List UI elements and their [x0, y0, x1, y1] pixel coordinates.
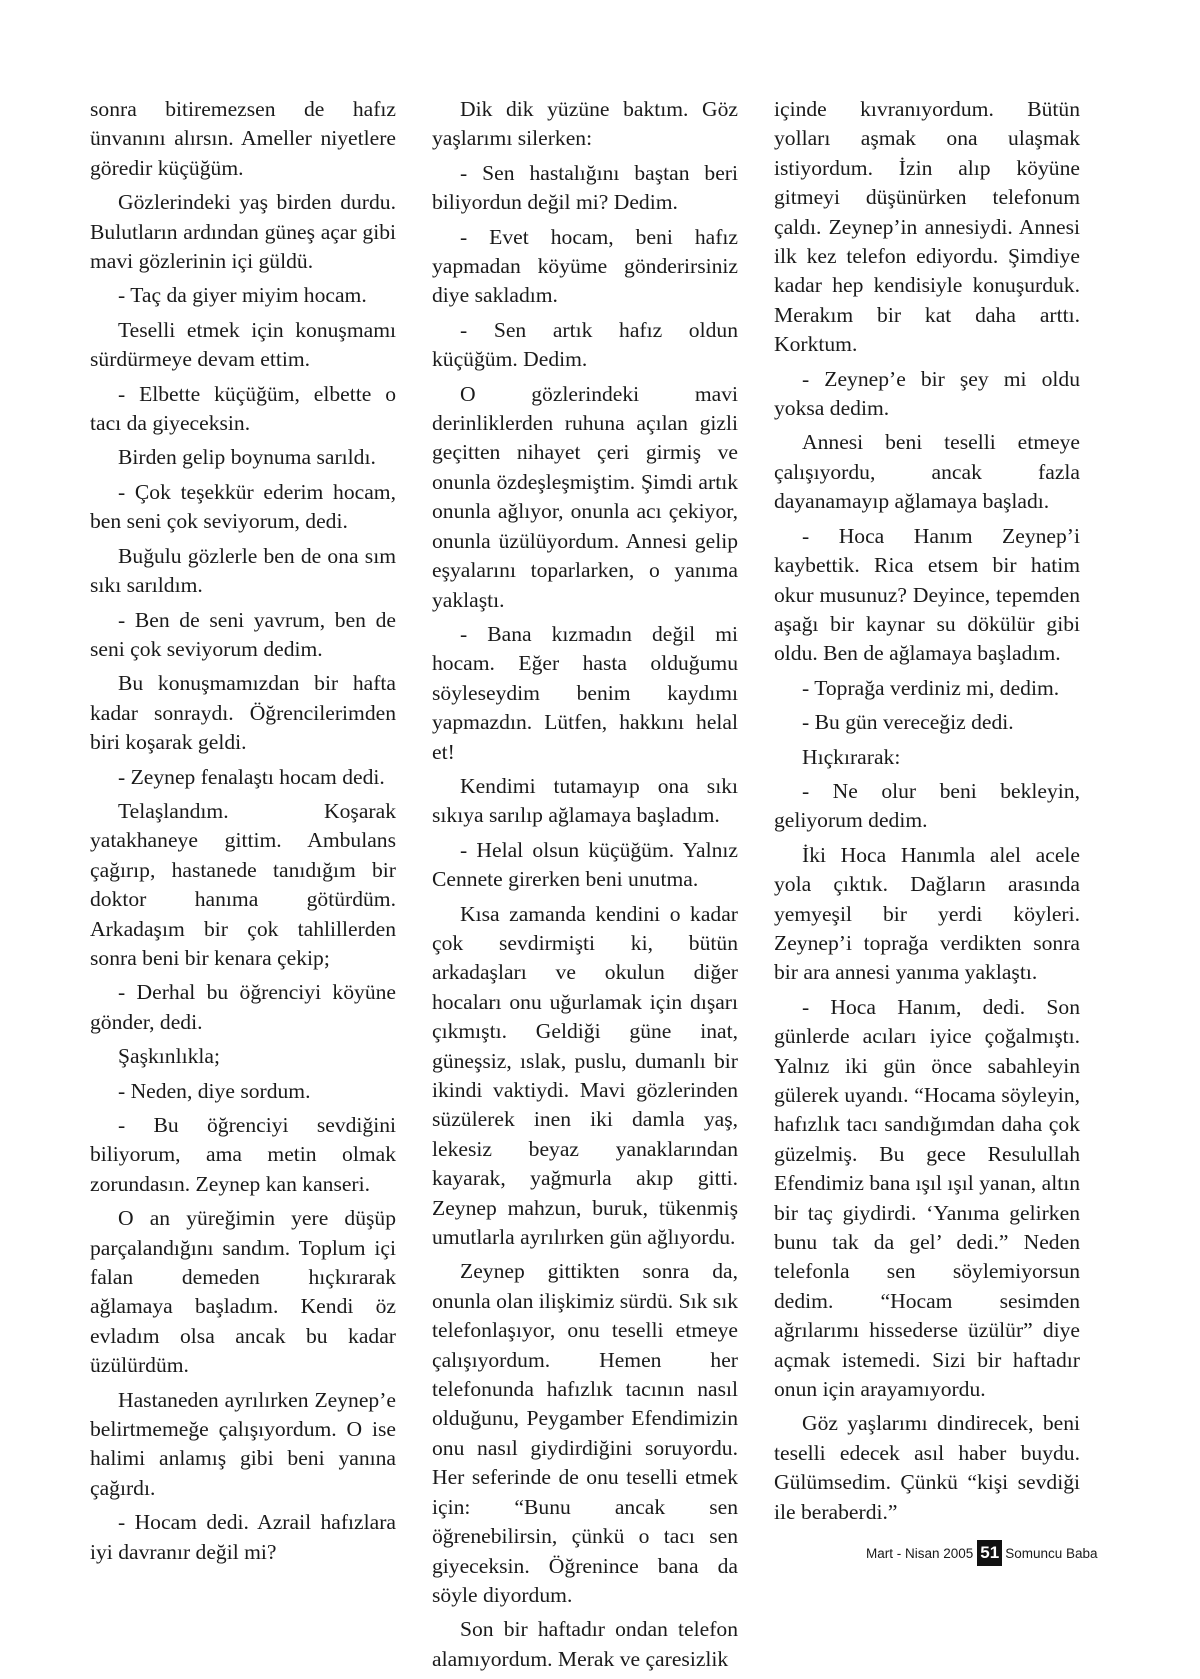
magazine-name: Somuncu Baba — [1005, 1545, 1098, 1561]
paragraph: - Zeynep’e bir şey mi oldu yoksa dedim. — [774, 366, 1080, 421]
paragraph: - Hoca Hanım, dedi. Son günlerde acıları iyice çoğalmıştı. Yalnız iki gün önce sabahleyin gülerek uyandı. “Hocama söyleyin, hafızlık tacı sandığımdan daha çok güzelmiş. Bu gece Resulullah Efendimiz bana ışıl ışıl yanan, altın bir taç giydirdi. ‘Yanıma gelirken bunu tak da gel’ dedi.” Neden telefonla sen söylemiyorsun dedim. “Hocam sesimden ağrılarımı hissederse üzülür” diye açmak istemedi. Sizi bir haftadır onun için arayamıyordu. — [774, 994, 1080, 1402]
paragraph: Son bir haftadır ondan telefon alamıyordum. Merak ve çaresizlik — [432, 1617, 738, 1671]
paragraph: - Sen artık hafız oldun küçüğüm. Dedim. — [432, 317, 738, 372]
paragraph: Dik dik yüzüne baktım. Göz yaşlarımı silerken: — [432, 97, 738, 151]
paragraph: Annesi beni teselli etmeye çalışıyordu, ancak fazla dayanamayıp ağlamaya başladı. — [774, 430, 1080, 514]
paragraph: - Bana kızmadın değil mi hocam. Eğer hasta olduğumu söyleseydim benim kaydımı yapmazdın. Lütfen, hakkını helal et! — [432, 621, 738, 764]
paragraph: içinde kıvranıyordum. Bütün yolları aşmak ona ulaşmak istiyordum. İzin alıp köyüne gitmeyi düşünürken telefonum çaldı. Zeynep’in annesiydi. Annesi ilk kez telefon ediyordu. Şimdiye kadar hep kendisiyle konuşurduk. Merakım bir kat daha arttı. Korktum. — [774, 97, 1080, 357]
paragraph: - Neden, diye sordum. — [118, 1078, 311, 1103]
paragraph: - Hoca Hanım Zeynep’i kaybettik. Rica etsem bir hatim okur musunuz? Deyince, tepemden aşağı bir kaynar su dökülür gibi oldu. Ben de ağlamaya başladım. — [774, 523, 1080, 666]
paragraph: - Elbette küçüğüm, elbette o tacı da giyeceksin. — [90, 381, 396, 436]
paragraph: O an yüreğimin yere düşüp parçalandığını sandım. Toplum içi falan demeden hıçkırarak ağlamaya başladım. Kendi öz evladım olsa ancak bu kadar üzülürdüm. — [90, 1206, 396, 1378]
paragraph: - Zeynep fenalaştı hocam dedi. — [118, 764, 385, 789]
paragraph: İki Hoca Hanımla alel acele yola çıktık. Dağların arasında yemyeşil bir yerdi köyleri. Zeynep’i toprağa verdikten sonra bir ara annesi yanıma yaklaştı. — [774, 842, 1080, 985]
paragraph: - Bu öğrenciyi sevdiğini biliyorum, ama metin olmak zorundasın. Zeynep kan kanseri. — [90, 1113, 396, 1196]
paragraph: Teselli etmek için konuşmamı sürdürmeye devam ettim. — [90, 317, 396, 372]
page-footer — [866, 1540, 1098, 1566]
paragraph: Bu konuşmamızdan bir hafta kadar sonraydı. Öğrencilerimden biri koşarak geldi. — [90, 671, 396, 755]
paragraph: - Çok teşekkür ederim hocam, ben seni çok seviyorum, dedi. — [90, 479, 396, 534]
paragraph: Şaşkınlıkla; — [118, 1044, 220, 1069]
paragraph: - Derhal bu öğrenciyi köyüne gönder, dedi. — [90, 980, 396, 1034]
paragraph: - Taç da giyer miyim hocam. — [118, 283, 367, 308]
paragraph: - Ben de seni yavrum, ben de seni çok seviyorum dedim. — [90, 607, 396, 661]
paragraph: Gözlerindeki yaş birden durdu. Bulutların ardından güneş açar gibi mavi gözlerinin içi güldü. — [90, 190, 396, 274]
issue-date: Mart - Nisan 2005 — [866, 1545, 974, 1561]
paragraph: Hıçkırarak: — [802, 744, 901, 769]
text-column-1 — [90, 95, 396, 1572]
paragraph: - Toprağa verdiniz mi, dedim. — [802, 675, 1060, 700]
page-number: 51 — [977, 1540, 1002, 1566]
text-column-2 — [432, 95, 738, 1679]
paragraph: - Ne olur beni bekleyin, geliyorum dedim. — [774, 778, 1080, 833]
text-column-3 — [774, 95, 1080, 1532]
paragraph: sonra bitiremezsen de hafız ünvanını alırsın. Ameller niyetlere göredir küçüğüm. — [90, 97, 396, 180]
paragraph: Kendimi tutamayıp ona sıkı sıkıya sarılıp ağlamaya başladım. — [432, 773, 738, 828]
paragraph: Hastaneden ayrılırken Zeynep’e belirtmemeğe çalışıyordum. O ise halimi anlamış gibi beni yanına çağırdı. — [90, 1387, 396, 1500]
paragraph: Birden gelip boynuma sarıldı. — [118, 445, 376, 470]
paragraph: Göz yaşlarımı dindirecek, beni teselli edecek asıl haber buydu. Gülümsedim. Çünkü “kişi sevdiği ile beraberdi.” — [774, 1411, 1080, 1524]
paragraph: Zeynep gittikten sonra da, onunla olan ilişkimiz sürdü. Sık sık telefonlaşıyor, onu teselli etmeye çalışıyordum. Hemen her telefonunda hafızlık tacının nasıl olduğunu, Peygamber Efendimizin onu nasıl giydirdiğini soruyordu. Her seferinde de onu teselli etmek için: “Bunu ancak sen öğrenebilirsin, çünkü o tacı sen giyeceksin. Öğrenince bana da söyle diyordum. — [432, 1259, 738, 1607]
paragraph: O gözlerindeki mavi derinliklerden ruhuna açılan gizli geçitten nihayet çeri girmiş ve onunla özdeşleşmiştim. Şimdi artık onunla ağlıyor, onunla acı çekiyor, onunla üzülüyordum. Annesi gelip eşyalarını toparlarken, o yanıma yaklaştı. — [432, 381, 738, 612]
paragraph: - Evet hocam, beni hafız yapmadan köyüme gönderirsiniz diye sakladım. — [432, 224, 738, 308]
paragraph: Telaşlandım. Koşarak yatakhaneye gittim. Ambulans çağırıp, hastanede tanıdığım bir doktor hanıma götürdüm. Arkadaşım bir çok tahlillerden sonra beni bir kenara çekip; — [90, 798, 396, 970]
paragraph: - Sen hastalığını baştan beri biliyordun değil mi? Dedim. — [432, 160, 738, 215]
paragraph: Buğulu gözlerle ben de ona sım sıkı sarıldım. — [90, 543, 396, 598]
paragraph: - Hocam dedi. Azrail hafızlara iyi davranır değil mi? — [90, 1510, 396, 1564]
paragraph: - Bu gün vereceğiz dedi. — [802, 710, 1014, 735]
paragraph: - Helal olsun küçüğüm. Yalnız Cennete girerken beni unutma. — [432, 837, 738, 892]
paragraph: Kısa zamanda kendini o kadar çok sevdirmişti ki, bütün arkadaşları ve okulun diğer hocaları onu uğurlamak için dışarı çıkmıştı. Geldiği güne inat, güneşsiz, ıslak, puslu, dumanlı bir ikindi vaktiydi. Mavi gözlerinden süzülerek inen iki damla yaş, lekesiz beyaz yanaklarından kayarak, yağmurla akıp gitti. Zeynep mahzun, buruk, tükenmiş umutlarla ayrılırken gün ağlıyordu. — [432, 901, 738, 1250]
